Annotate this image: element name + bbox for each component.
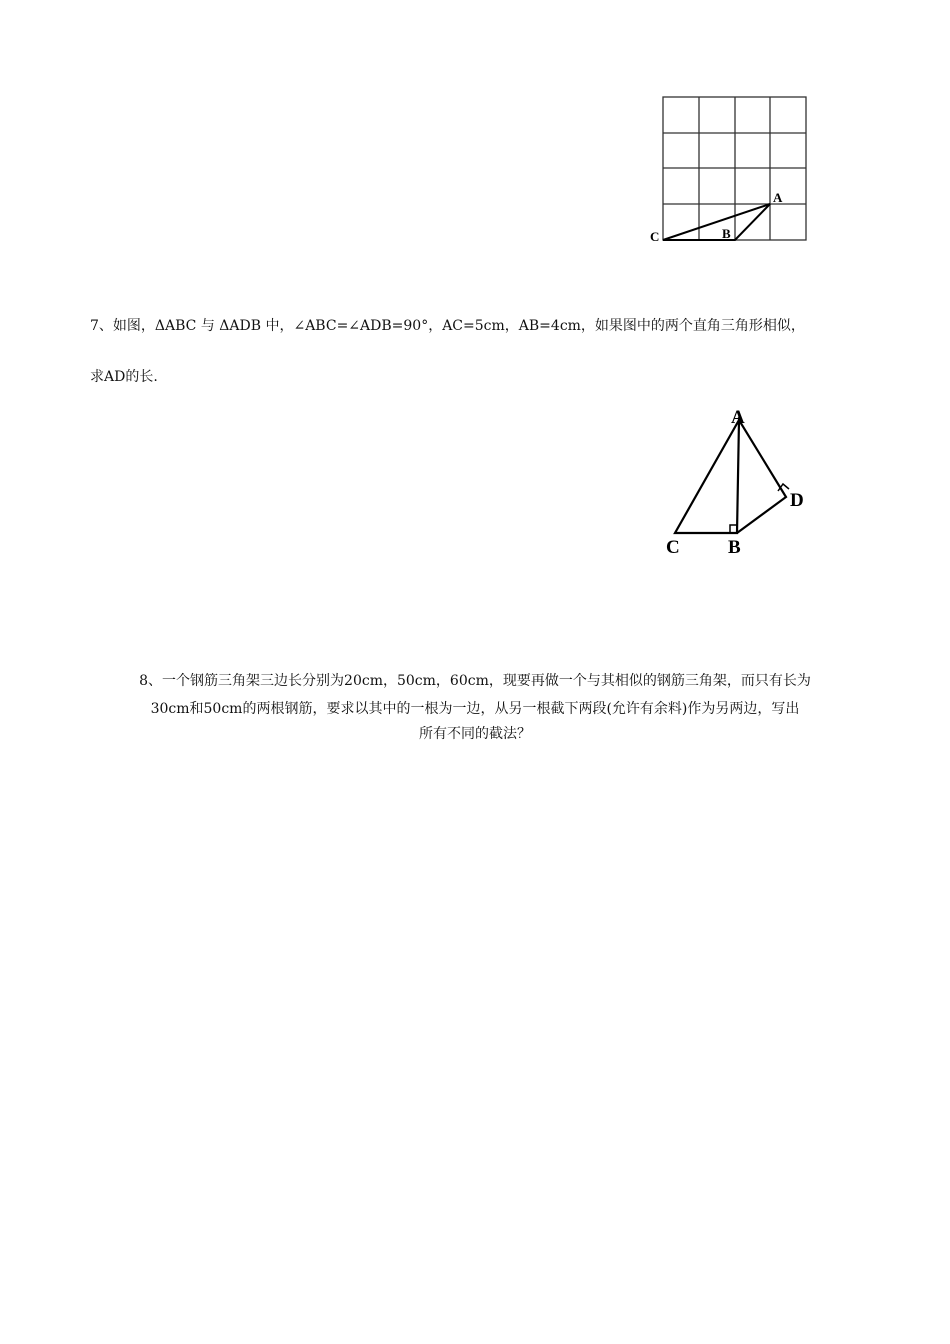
triangle-figure xyxy=(675,420,789,533)
grid-figure xyxy=(663,97,806,240)
label-a2: A xyxy=(731,407,745,428)
q7-line1: 7、如图，ΔABC 与 ΔADB 中，∠ABC=∠ADB=90°，AC=5cm，AB=4cm，如果图中的两个直角三角形相似， xyxy=(90,318,805,334)
label-b: B xyxy=(722,226,731,241)
label-c: C xyxy=(650,229,660,244)
label-d2: D xyxy=(790,490,804,511)
label-a: A xyxy=(773,190,783,205)
label-c2: C xyxy=(666,537,680,558)
q8-line3: 所有不同的截法？ xyxy=(419,726,531,742)
label-b2: B xyxy=(728,537,741,558)
figures xyxy=(0,0,950,600)
q8-line1: 8、一个钢筋三角架三边长分别为20cm，50cm，60cm，现要再做一个与其相似的钢筋三角架，而只有长为 xyxy=(139,673,811,689)
q8-line2: 30cm和50cm的两根钢筋，要求以其中的一根为一边，从另一根截下两段(允许有余料)作为另两边，写出 xyxy=(150,701,800,717)
q7-line2: 求AD的长. xyxy=(90,369,158,385)
